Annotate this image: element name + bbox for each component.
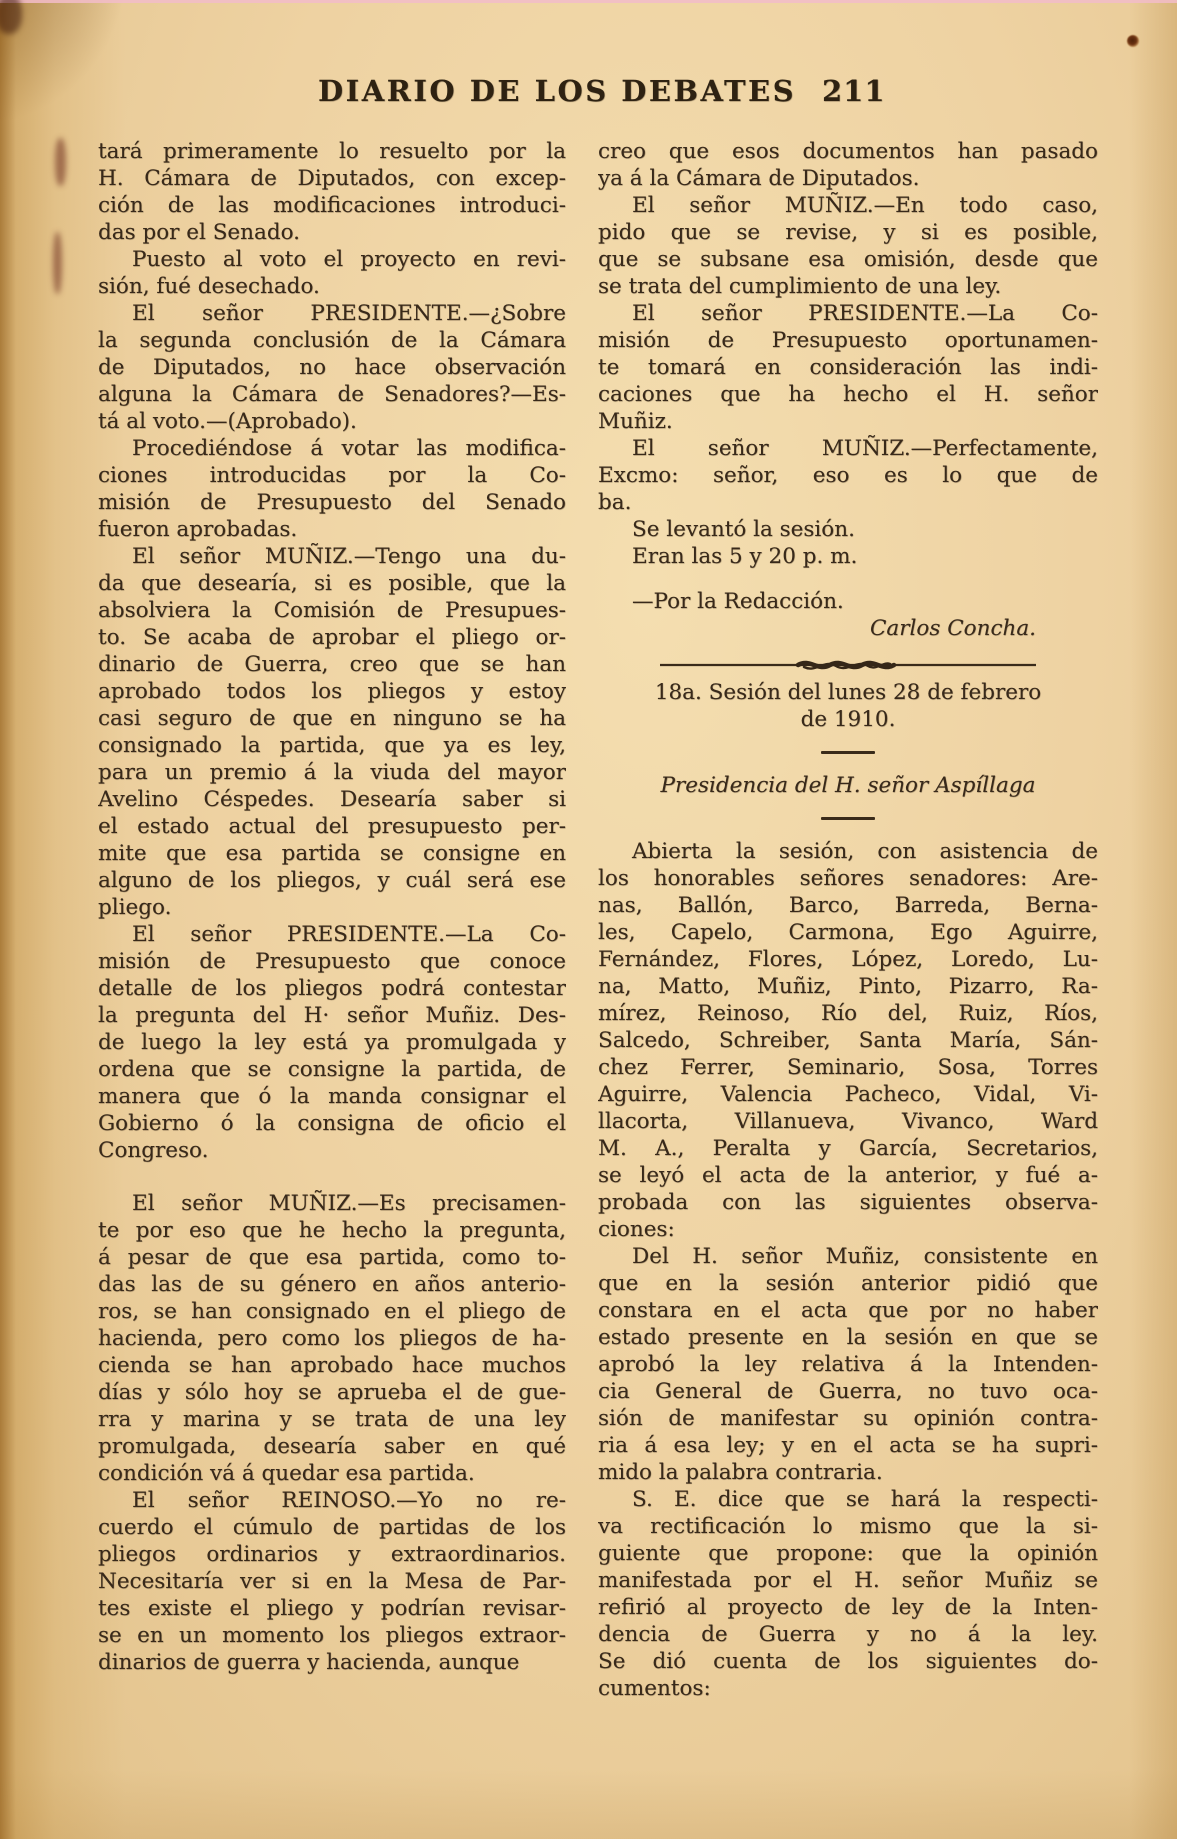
text-line: dinario de Guerra, creo que se han <box>98 652 566 677</box>
text-line: da que desearía, si es posible, que la <box>98 571 566 596</box>
text-line: nas, Ballón, Barco, Barreda, Berna- <box>598 893 1098 918</box>
text-line: absolviera la Comisión de Presupues- <box>98 598 566 623</box>
text-line: misión de Presupuesto oportunamen- <box>598 328 1098 353</box>
text-line: alguna la Cámara de Senadores?—Es- <box>98 382 566 407</box>
text-line: ria á esa ley; y en el acta se ha supri- <box>598 1433 1098 1458</box>
text-line: sión, fué desechado. <box>98 274 320 299</box>
text-line: El señor REINOSO.—Yo no re- <box>132 1488 566 1513</box>
corner-stain <box>0 0 22 34</box>
text-line: constara en el acta que por no haber <box>598 1298 1098 1323</box>
text-line: El señor PRESIDENTE.—La Co- <box>132 922 566 947</box>
text-line: aprobó la ley relativa á la Intenden- <box>598 1352 1098 1377</box>
text-line: días y sólo hoy se aprueba el de gue- <box>98 1380 566 1405</box>
text-line: fueron aprobadas. <box>98 517 298 542</box>
signature <box>598 615 1098 642</box>
text-line: te tomará en consideración las indi- <box>598 355 1098 380</box>
session-heading <box>598 679 1098 733</box>
paragraph <box>98 300 566 435</box>
text-line: na, Matto, Muñiz, Pinto, Pizarro, Ra- <box>598 974 1098 999</box>
text-line: á pesar de que esa partida, como to- <box>98 1245 566 1270</box>
text-line: que en la sesión anterior pidió que <box>598 1271 1098 1296</box>
text-line: de 1910. <box>800 707 896 732</box>
ink-stain <box>1127 35 1139 47</box>
text-line: ros, se han consignado en el pliego de <box>98 1299 566 1324</box>
edge-stain <box>55 138 66 186</box>
text-line: la pregunta del H· señor Muñiz. Des- <box>98 1003 566 1028</box>
text-line: Abierta la sesión, con asistencia de <box>632 839 1098 864</box>
column-left <box>98 138 566 1702</box>
edge-stain <box>53 232 62 294</box>
text-line: S. E. dice que se hará la respecti- <box>632 1487 1098 1512</box>
text-line: alguno de los pliegos, y cuál será ese <box>98 868 566 893</box>
text-line: Muñiz. <box>598 409 673 434</box>
text-line: condición vá á quedar esa partida. <box>98 1461 475 1486</box>
text-line: va rectificación lo mismo que la si- <box>598 1514 1098 1539</box>
text-line: detalle de los pliegos podrá contestar <box>98 976 566 1001</box>
text-line: El señor PRESIDENTE.—¿Sobre <box>132 301 566 326</box>
text-line: aprobado todos los pliegos y estoy <box>98 679 566 704</box>
text-line: Gobierno ó la consigna de oficio el <box>98 1111 566 1136</box>
text-line: Excmo: señor, eso es lo que de <box>598 463 1098 488</box>
text-line: das las de su género en años anterio- <box>98 1272 566 1297</box>
paragraph <box>598 435 1098 516</box>
text-line: Salcedo, Schreiber, Santa María, Sán- <box>598 1028 1098 1053</box>
text-line: hacienda, pero como los pliegos de ha- <box>98 1326 566 1351</box>
text-line: rra y marina y se trata de una ley <box>98 1407 566 1432</box>
text-line: llacorta, Villanueva, Vivanco, Ward <box>598 1109 1098 1134</box>
text-line: El señor MUÑIZ.—Tengo una du- <box>132 544 566 569</box>
text-line: cienda se han aprobado hace muchos <box>98 1353 566 1378</box>
paragraph <box>598 543 1098 570</box>
text-line: H. Cámara de Diputados, con excep- <box>98 166 566 191</box>
text-line: te por eso que he hecho la pregunta, <box>98 1218 566 1243</box>
text-line: ordena que se consigne la partida, de <box>98 1057 566 1082</box>
text-line: el estado actual del presupuesto per- <box>98 814 566 839</box>
text-line: manifestada por el H. señor Muñiz se <box>598 1568 1098 1593</box>
paragraph <box>98 138 566 246</box>
wavy-rule-icon <box>658 657 1038 673</box>
text-line: tes existe el pliego y podrían revisar- <box>98 1596 566 1621</box>
paragraph <box>98 921 566 1164</box>
text-line: El señor MUÑIZ.—Perfectamente, <box>632 436 1098 461</box>
ornament-divider <box>598 654 1098 673</box>
text-line: se leyó el acta de la anterior, y fué a- <box>598 1163 1098 1188</box>
text-line: tará primeramente lo resuelto por la <box>98 139 566 164</box>
text-line: manera que ó la manda consignar el <box>98 1084 566 1109</box>
text-line: se en un momento los pliegos extraor- <box>98 1623 566 1648</box>
text-line: Carlos Concha. <box>869 616 1036 641</box>
text-line: dinarios de guerra y hacienda, aunque <box>98 1650 520 1675</box>
text-line: caciones que ha hecho el H. señor <box>598 382 1098 407</box>
text-line: pliego. <box>98 895 172 920</box>
text-line: ciones: <box>598 1217 675 1242</box>
text-line: de luego la ley está ya promulgada y <box>98 1030 566 1055</box>
text-line: casi seguro de que en ninguno se ha <box>98 706 566 731</box>
text-line: les, Capelo, Carmona, Ego Aguirre, <box>598 920 1098 945</box>
section-rule <box>821 817 875 820</box>
text-line: guiente que propone: que la opinión <box>598 1541 1098 1566</box>
text-line: pliegos ordinarios y extraordinarios. <box>98 1542 566 1567</box>
text-line: cuerdo el cúmulo de partidas de los <box>98 1515 566 1540</box>
text-line: El señor MUÑIZ.—En todo caso, <box>632 193 1098 218</box>
text-line: Se dió cuenta de los siguientes do- <box>598 1649 1098 1674</box>
text-line: Avelino Céspedes. Desearía saber si <box>98 787 566 812</box>
text-line: para un premio á la viuda del mayor <box>98 760 566 785</box>
text-line: cumentos: <box>598 1676 711 1701</box>
text-line: 18a. Sesión del lunes 28 de febrero <box>654 680 1042 705</box>
paragraph <box>598 1243 1098 1486</box>
text-line: consignado la partida, que ya es ley, <box>98 733 566 758</box>
text-line: Procediéndose á votar las modifica- <box>132 436 566 461</box>
section-rule <box>821 751 875 754</box>
text-line: Congreso. <box>98 1138 209 1163</box>
journal-title: DIARIO DE LOS DEBATES <box>318 74 797 108</box>
presidency-heading <box>598 772 1098 799</box>
paragraph <box>598 138 1098 192</box>
text-line: Se levantó la sesión. <box>632 517 855 542</box>
paragraph <box>598 838 1098 1243</box>
text-line: mido la palabra contraria. <box>598 1460 883 1485</box>
paragraph <box>98 1487 566 1676</box>
text-line: —Por la Redacción. <box>632 589 844 614</box>
text-line: misión de Presupuesto que conoce <box>98 949 566 974</box>
text-line: das por el Senado. <box>98 220 300 245</box>
paragraph <box>98 435 566 543</box>
text-line: ba. <box>598 490 632 515</box>
paragraph <box>98 1190 566 1487</box>
text-line: M. A., Peralta y García, Secretarios, <box>598 1136 1098 1161</box>
paragraph <box>598 300 1098 435</box>
text-line: ción de las modificaciones introduci- <box>98 193 566 218</box>
text-line: los honorables señores senadores: Are- <box>598 866 1098 891</box>
paragraph <box>598 516 1098 543</box>
spacer <box>98 1164 566 1190</box>
text-line: pido que se revise, y si es posible, <box>598 220 1098 245</box>
page-top-edge <box>0 0 1177 3</box>
text-line: mírez, Reinoso, Río del, Ruiz, Ríos, <box>598 1001 1098 1026</box>
text-line: dencia de Guerra y no á la ley. <box>598 1622 1098 1647</box>
page-header <box>0 74 1177 114</box>
text-line: Puesto al voto el proyecto en revi- <box>132 247 566 272</box>
text-line: creo que esos documentos han pasado <box>598 139 1098 164</box>
paragraph <box>98 246 566 300</box>
text-line: de Diputados, no hace observación <box>98 355 566 380</box>
text-line: refirió al proyecto de ley de la Inten- <box>598 1595 1098 1620</box>
paragraph <box>598 588 1098 615</box>
paragraph <box>598 1486 1098 1702</box>
text-line: Fernández, Flores, López, Loredo, Lu- <box>598 947 1098 972</box>
text-line: ya á la Cámara de Diputados. <box>598 166 920 191</box>
paragraph <box>98 543 566 921</box>
text-line: cia General de Guerra, no tuvo oca- <box>598 1379 1098 1404</box>
text-line: la segunda conclusión de la Cámara <box>98 328 566 353</box>
text-line: sión de manifestar su opinión contra- <box>598 1406 1098 1431</box>
text-line: Del H. señor Muñiz, consistente en <box>632 1244 1098 1269</box>
text-line: tá al voto.—(Aprobado). <box>98 409 357 434</box>
page-number: 211 <box>822 74 886 108</box>
text-line: Aguirre, Valencia Pacheco, Vidal, Vi- <box>598 1082 1098 1107</box>
text-line: mite que esa partida se consigne en <box>98 841 566 866</box>
paragraph <box>598 192 1098 300</box>
text-line: ciones introducidas por la Co- <box>98 463 566 488</box>
text-line: El señor PRESIDENTE.—La Co- <box>632 301 1098 326</box>
text-line: El señor MUÑIZ.—Es precisamen- <box>132 1191 566 1216</box>
text-line: misión de Presupuesto del Senado <box>98 490 566 515</box>
text-line: que se subsane esa omisión, desde que <box>598 247 1098 272</box>
text-line: probada con las siguientes observa- <box>598 1190 1098 1215</box>
column-right <box>598 138 1098 1702</box>
text-line: to. Se acaba de aprobar el pliego or- <box>98 625 566 650</box>
text-columns <box>98 138 1098 1702</box>
text-line: promulgada, desearía saber en qué <box>98 1434 566 1459</box>
text-line: Presidencia del H. señor Aspíllaga <box>660 773 1036 798</box>
text-line: estado presente en la sesión en que se <box>598 1325 1098 1350</box>
text-line: Necesitaría ver si en la Mesa de Par- <box>98 1569 566 1594</box>
spacer <box>598 570 1098 588</box>
text-line: se trata del cumplimiento de una ley. <box>598 274 1002 299</box>
text-line: chez Ferrer, Seminario, Sosa, Torres <box>598 1055 1098 1080</box>
text-line: Eran las 5 y 20 p. m. <box>632 544 858 569</box>
